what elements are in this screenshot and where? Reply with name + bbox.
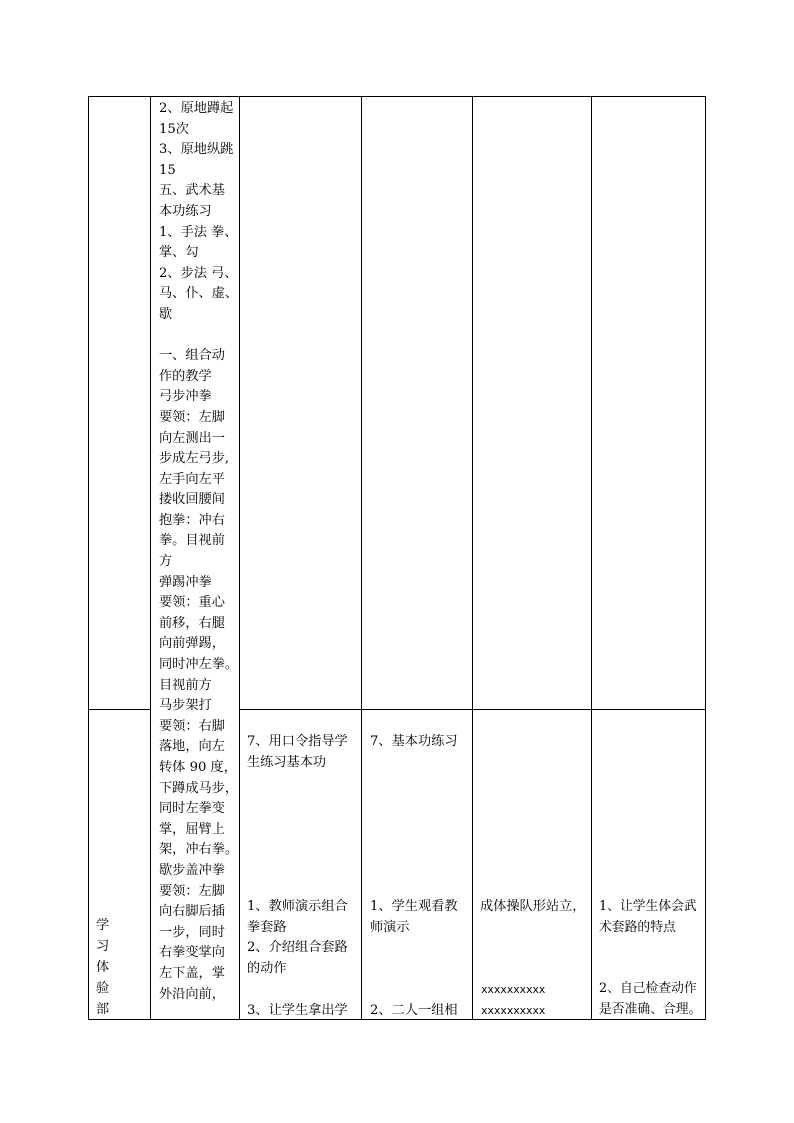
content-line: 要领：左脚: [159, 409, 225, 425]
section-label: [96, 915, 109, 1020]
purpose-line: 2、自己检查动作: [599, 981, 697, 996]
teacher-line: 2、介绍组合套路: [247, 940, 348, 956]
teacher-line: 生练习基本功: [247, 754, 327, 770]
formation-row: xxxxxxxxxx: [481, 1003, 546, 1017]
content-line: 下蹲成马步，: [159, 780, 239, 796]
column-divider: [361, 97, 362, 1019]
content-line: [159, 326, 238, 347]
content-line: 右拳变掌向: [159, 945, 225, 961]
purpose-line: 是否准确、合理。: [599, 1001, 702, 1017]
purpose-line: 1、让学生体会武: [599, 899, 697, 914]
section-label-char: 习: [96, 939, 110, 954]
content-line: 外沿向前，: [159, 986, 225, 1002]
content-line: 马、仆、虚、: [159, 286, 239, 302]
content-line: 3、原地纵跳: [159, 142, 234, 158]
content-line: 方: [159, 554, 173, 570]
section-label-char: 学: [96, 918, 110, 933]
organization-cell: [480, 897, 586, 918]
content-line: 向前弹踢，: [159, 636, 225, 652]
content-line: 一、组合动: [159, 348, 225, 364]
content-line: 15: [159, 162, 176, 178]
content-line: 要领：左脚: [159, 883, 225, 899]
row-divider: [89, 709, 150, 710]
section-label-char: 验: [96, 981, 110, 996]
teacher-line: 1、教师演示组合: [247, 899, 348, 914]
formation-diagram: [481, 981, 545, 1022]
content-line: 马步架打: [159, 698, 212, 714]
content-line: 本功练习: [159, 203, 212, 219]
content-line: 五、武术基: [159, 183, 225, 199]
student-pair-text: [370, 1001, 458, 1022]
student-line: 1、学生观看教: [370, 899, 458, 914]
column-divider: [591, 97, 592, 1019]
purpose-check-text: [599, 979, 701, 1020]
row-divider: [239, 709, 705, 710]
content-line: 歇步盖冲拳: [159, 862, 225, 878]
teacher-line: 3、让学生拿出学: [247, 1003, 348, 1018]
content-line: 1、手法 拳、: [159, 224, 238, 240]
content-line: 作的教学: [159, 368, 212, 384]
section-label-char: 部: [96, 1002, 110, 1017]
content-line: 抱拳：冲右: [159, 512, 225, 528]
student-line: 7、基本功练习: [370, 734, 458, 749]
student-activity-cell: [370, 732, 458, 753]
organization-text: 成体操队形站立，: [480, 899, 586, 914]
teaching-content-cell: [159, 99, 238, 1005]
content-line: 要领：重心: [159, 595, 225, 611]
teacher-demo-text: [247, 897, 348, 979]
content-line: 拳。目视前: [159, 533, 225, 549]
content-line: 左下盖，掌: [159, 965, 225, 981]
content-line: 歇: [159, 306, 173, 322]
column-divider: [239, 97, 240, 1019]
teacher-line: 拳套路: [247, 919, 287, 935]
formation-row: xxxxxxxxxx: [481, 983, 546, 996]
purpose-line: 术套路的特点: [599, 919, 676, 935]
content-line: 弓步冲拳: [159, 389, 212, 405]
student-line: 师演示: [370, 919, 410, 935]
content-line: 落地，向左: [159, 739, 225, 755]
student-watch-text: [370, 897, 458, 938]
section-label-char: 体: [96, 960, 110, 975]
content-line: 掌、勾: [159, 245, 199, 261]
content-line: 步成左弓步,: [159, 451, 230, 467]
teacher-line: 的动作: [247, 960, 287, 976]
teacher-line: 7、用口令指导学: [247, 734, 348, 749]
content-line: 向右脚后插: [159, 904, 225, 920]
content-line: 架，冲右拳。: [159, 842, 239, 858]
column-divider: [150, 97, 151, 1019]
content-line: 2、原地蹲起: [159, 101, 234, 116]
content-line: 掌，屈臂上: [159, 821, 225, 837]
teacher-next-text: [247, 1001, 348, 1022]
content-line: 一步，同时: [159, 924, 225, 940]
teacher-activity-cell: [247, 732, 348, 773]
content-line: 要领：右脚: [159, 718, 225, 734]
content-line: 前移，右腿: [159, 615, 225, 631]
content-line: 同时冲左拳。: [159, 657, 239, 673]
content-line: 2、步法 弓、: [159, 265, 238, 281]
content-line: 向左测出一: [159, 430, 225, 446]
content-line: 转体 90 度，: [159, 760, 237, 775]
content-line: 同时左拳变: [159, 801, 225, 817]
content-line: 15次: [159, 121, 189, 137]
content-line: 弹踢冲拳: [159, 574, 212, 590]
purpose-cell: [599, 897, 697, 938]
lesson-plan-table: [88, 96, 706, 1020]
content-line: 目视前方: [159, 677, 212, 693]
content-line: 搂收回腰间: [159, 492, 225, 508]
student-line: 2、二人一组相: [370, 1003, 458, 1018]
column-divider: [472, 97, 473, 1019]
content-line: 左手向左平: [159, 471, 225, 487]
